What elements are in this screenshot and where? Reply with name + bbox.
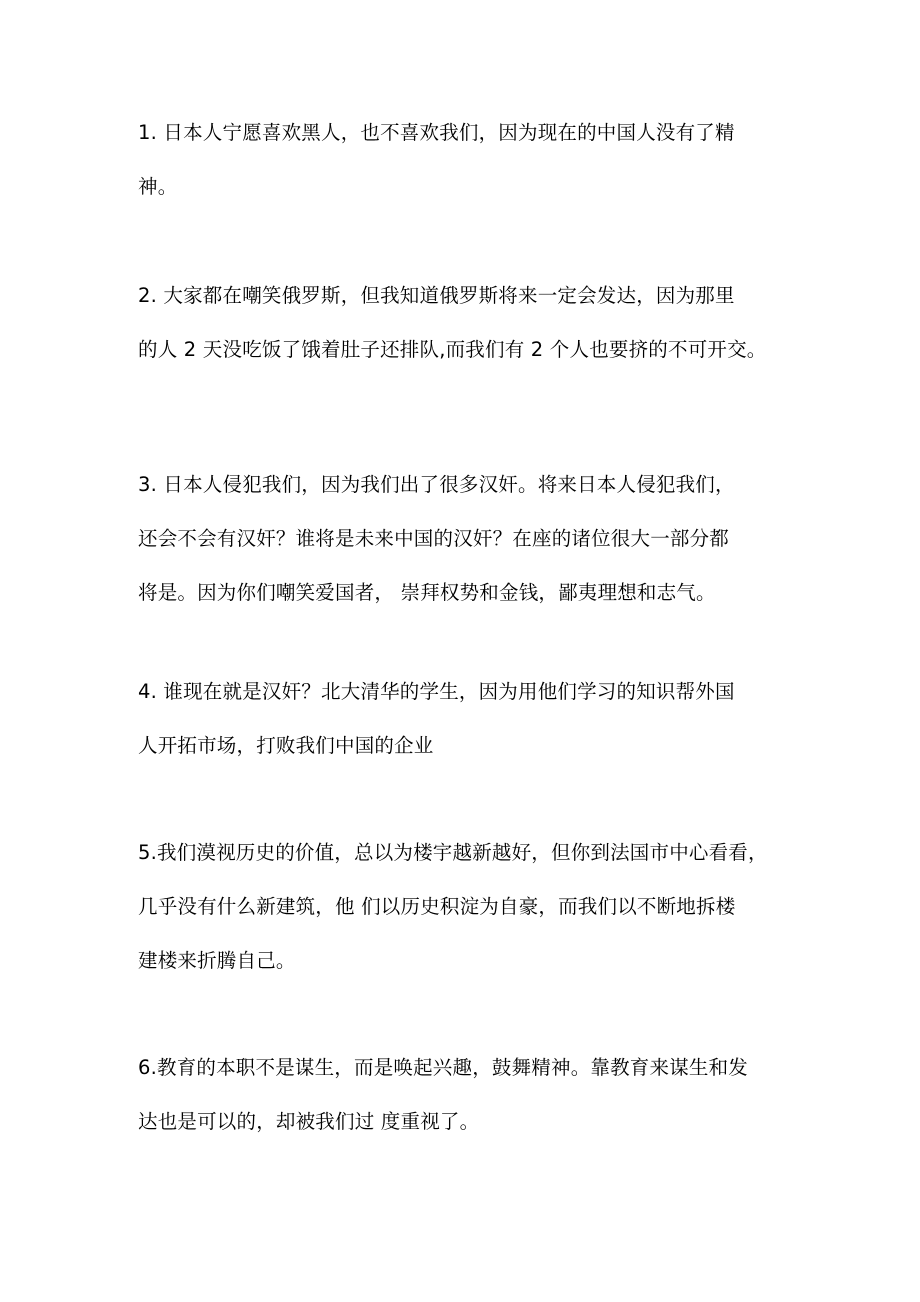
paragraph-line: 达也是可以的，却被我们过 度重视了。 — [138, 1110, 480, 1133]
paragraph-5 — [138, 826, 798, 988]
paragraph-line: 4. 谁现在就是汉奸？北大清华的学生，因为用他们学习的知识帮外国 — [138, 680, 735, 703]
paragraph-line: 的人 2 天没吃饭了饿着肚子还排队,而我们有 2 个人也要挤的不可开交。 — [138, 338, 767, 361]
paragraph-2 — [138, 269, 798, 377]
paragraph-line: 人开拓市场，打败我们中国的企业 — [138, 734, 434, 757]
paragraph-line: 5.我们漠视历史的价值，总以为楼宇越新越好，但你到法国市中心看看， — [138, 841, 768, 864]
paragraph-line: 几乎没有什么新建筑，他 们以历史积淀为自豪，而我们以不断地拆楼 — [138, 895, 736, 918]
paragraph-6 — [138, 1041, 798, 1149]
paragraph-line: 还会不会有汉奸？谁将是未来中国的汉奸？在座的诸位很大一部分都 — [138, 527, 730, 550]
paragraph-3 — [138, 458, 798, 620]
paragraph-line: 神。 — [138, 175, 178, 198]
paragraph-line: 将是。因为你们嘲笑爱国者， 崇拜权势和金钱，鄙夷理想和志气。 — [138, 581, 716, 604]
paragraph-line: 1. 日本人宁愿喜欢黑人，也不喜欢我们，因为现在的中国人没有了精 — [138, 121, 735, 144]
paragraph-4 — [138, 665, 798, 773]
paragraph-line: 6.教育的本职不是谋生，而是唤起兴趣，鼓舞精神。靠教育来谋生和发 — [138, 1056, 749, 1079]
paragraph-line: 3. 日本人侵犯我们，因为我们出了很多汉奸。将来日本人侵犯我们， — [138, 473, 735, 496]
paragraph-1 — [138, 106, 798, 214]
paragraph-line: 建楼来折腾自己。 — [138, 949, 296, 972]
paragraph-line: 2. 大家都在嘲笑俄罗斯，但我知道俄罗斯将来一定会发达，因为那里 — [138, 284, 735, 307]
